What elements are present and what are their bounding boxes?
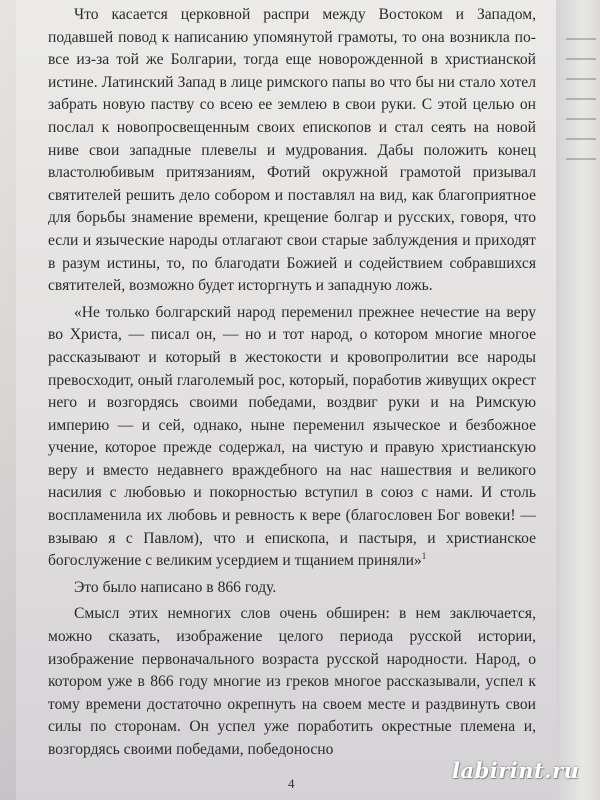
- site-watermark: labirint.ru: [452, 758, 580, 783]
- footnote-marker: 1: [421, 551, 427, 562]
- body-text: [48, 4, 536, 762]
- paragraph-year-866: Это было написано в 866 году.: [74, 578, 277, 596]
- paragraph-church-dispute: Что касается церковной распри между Востоком и Западом, подавшей повод к написанию упомянутой грамоты, то она возникла по-все из-за той же Болгарии, тогда еще новорожденной в христианской истине. Латинский Запад в лице римского папы во что бы ни стало хотел забрать новую паству со всею ее землею в свои руки. С этой целью он послал к новопросвещенным своих епископов и стал сеять на новой ниве свои западные плевелы и мудрования. Дабы положить конец властолюбивым притязаниям, Фотий окружной грамотой призывал святителей решить дело собором и поставлял на вид, как благоприятное для борьбы знамение времени, крещение болгар и русских, говоря, что если и языческие народы отлагают свои старые заблуждения и приходят в разум истины, то, по благодати Божией и содействием собравшихся святителей, возможно будет исторгнуть и западную ложь.: [48, 6, 536, 295]
- next-page-edge: [556, 0, 600, 800]
- paragraph-meaning: Смысл этих немногих слов очень обширен: в нем заключается, можно сказать, изображение целого периода русской истории, изображение первоначального возраста русской народности. Народ, о котором уже в 866 году многие из греков многое рассказывали, успел к тому времени достаточно окрепнуть на своем месте и раздвинуть свои силы по сторонам. Он успел уже поработить окрестные племена и, возгордясь своими победами, победоносно: [48, 605, 536, 758]
- next-page-text-lines: [566, 20, 596, 178]
- book-page: [16, 0, 556, 800]
- quote-text: «Не только болгарский народ переменил прежнее нечестие на веру во Христа, — писал он, — но и тот народ, о котором многие многое рассказывают и который в жестокости и кровопролитии все народы превосходит, оный глаголемый рос, который, поработив живущих окрест него и возгордясь своими победами, воздвиг руки и на Римскую империю — и сей, однако, ныне переменил языческое и безбожное учение, которое прежде содержал, на чистую и правую христианскую веру и вместо недавнего враждебного на нас нашествия и великого насилия с любовью и покорностью вступил в союз с нами. И столь воспламенила их любовь и ревность к вере (благословен Бог вовеки! — взываю я с Павлом), что и епископа, и пастыря, и христианское богослужение с великим усердием и тщанием приняли»: [48, 303, 536, 570]
- paragraph-photius-quote: [48, 302, 536, 573]
- page-number: 4: [288, 776, 295, 791]
